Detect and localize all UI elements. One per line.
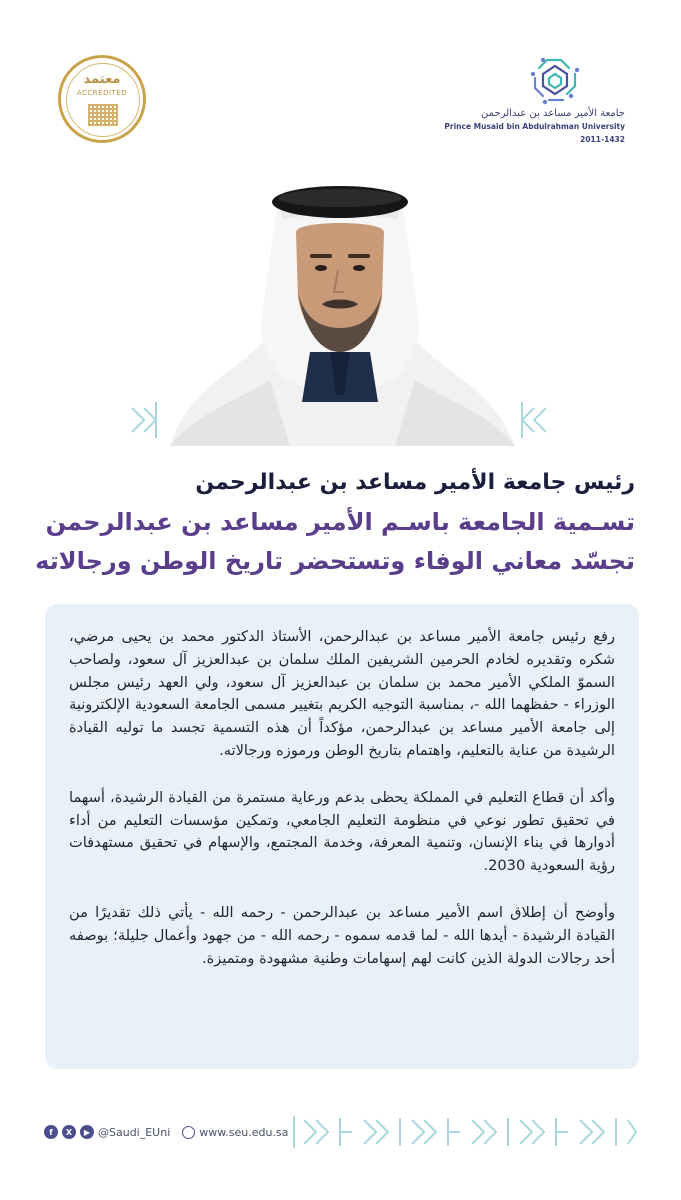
portrait-image: [130, 180, 550, 446]
university-years: 2011-1432: [580, 135, 625, 144]
social-handle[interactable]: @Saudi_EUni: [98, 1125, 171, 1139]
article-paragraph-2: وأكد أن قطاع التعليم في المملكة يحظى بدعم ورعاية مستمرة من القيادة الرشيدة، أسهما في تحقيق تطور نوعي في منظومة التعليم الجامعي، وتمكين مؤسسات التعليم من أداء أدوارها في بناء الإنسان، وتنمية المعرفة، وخدمة المجتمع، والإسهام في تحقيق مستهدفات رؤية السعودية 2030.: [69, 788, 615, 875]
x-icon[interactable]: X: [62, 1125, 76, 1139]
university-logo: [405, 52, 625, 144]
headline-line-1: رئيس جامعة الأمير مساعد بن عبدالرحمن: [195, 470, 635, 495]
headline-line-3: تجسّد معاني الوفاء وتستحضر تاريخ الوطن ورجالاته: [35, 547, 635, 575]
footer-contact: [44, 1122, 288, 1142]
university-logo-mark-icon: [525, 52, 585, 108]
facebook-icon[interactable]: f: [44, 1125, 58, 1139]
badge-english-label: ACCREDITED: [76, 89, 128, 97]
globe-icon: [182, 1126, 195, 1139]
headline-line-2: تسـمية الجامعة باسـم الأمير مساعد بن عبدالرحمن: [45, 508, 635, 536]
accredited-badge: [58, 55, 146, 143]
article-paragraph-3: وأوضح أن إطلاق اسم الأمير مساعد بن عبدالرحمن - رحمه الله - يأتي ذلك تقديرًا من القيادة الرشيدة - أيدها الله - لما قدمه سموه - رحمه الله - من جهود وأعمال جليلة؛ بوصفه أحد رجالات الدولة الذين كانت لهم إسهامات وطنية مشهودة ومتميزة.: [69, 903, 615, 967]
university-name-arabic: جامعة الأمير مساعد بن عبدالرحمن: [481, 108, 625, 119]
portrait-illustration: [130, 180, 550, 446]
website-link[interactable]: www.seu.edu.sa: [199, 1125, 289, 1139]
youtube-icon[interactable]: ▶: [80, 1125, 94, 1139]
badge-arabic-label: معتمد: [83, 72, 121, 87]
article-paragraph-1: رفع رئيس جامعة الأمير مساعد بن عبدالرحمن، الأستاذ الدكتور محمد بن يحيى مرضي، شكره وتقديره لخادم الحرمين الشريفين الملك سلمان بن عبدالعزيز آل سعود، ولصاحب السموّ الملكي الأمير محمد بن سلمان بن عبدالعزيز آل سعود، ولي العهد رئيس مجلس الوزراء - حفظهما الله -، بمناسبة التوجيه الكريم بتغيير مسمى الجامعة السعودية الإلكترونية إلى جامعة الأمير مساعد بن عبدالرحمن، مؤكداً أن هذه التسمية تجسد ما توليه القيادة الرشيدة من عناية بالتعليم، واهتمام بتاريخ الوطن ورموزه ورجالاته.: [69, 628, 615, 759]
badge-pattern: [88, 104, 118, 126]
article-card: [45, 604, 639, 1069]
footer-decorative-pattern: [290, 1112, 640, 1152]
university-name-english: Prince Musaid bin Abdulrahman University: [444, 122, 625, 131]
